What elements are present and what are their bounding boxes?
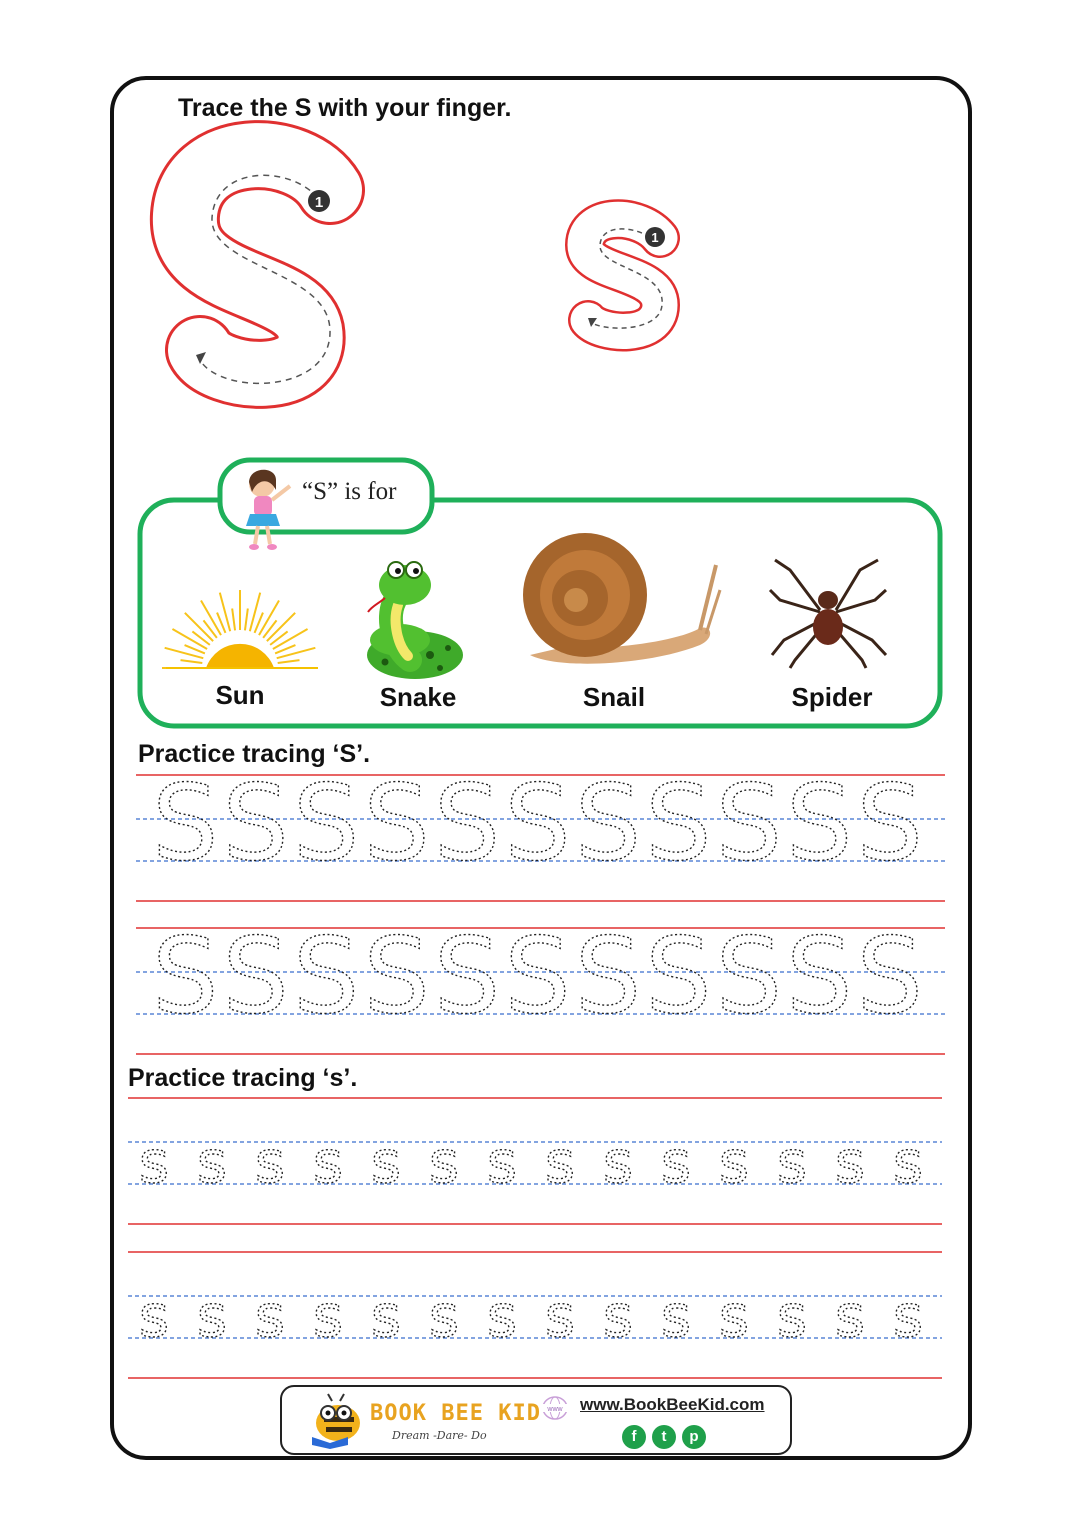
svg-text:www: www bbox=[547, 1406, 563, 1413]
dotted-lowercase-s: s bbox=[486, 1128, 518, 1196]
twitter-icon[interactable]: t bbox=[652, 1425, 676, 1449]
dotted-lowercase-s: s bbox=[312, 1282, 344, 1350]
dotted-lowercase-s: s bbox=[776, 1282, 808, 1350]
dotted-lowercase-s: s bbox=[892, 1282, 924, 1350]
pinterest-icon[interactable]: p bbox=[682, 1425, 706, 1449]
word-spider: Spider bbox=[791, 682, 873, 712]
bee-logo-icon bbox=[304, 1393, 366, 1449]
dotted-lowercase-s: s bbox=[312, 1128, 344, 1196]
dotted-uppercase-s: S bbox=[715, 762, 782, 884]
dotted-uppercase-s: S bbox=[504, 762, 571, 884]
dotted-uppercase-s: S bbox=[856, 762, 923, 884]
dotted-lowercase-s: s bbox=[660, 1282, 692, 1350]
website-link[interactable]: www.BookBeeKid.com bbox=[580, 1395, 765, 1414]
dotted-uppercase-s: S bbox=[222, 762, 289, 884]
dotted-uppercase-s: S bbox=[363, 762, 430, 884]
dotted-uppercase-s: S bbox=[786, 915, 853, 1037]
dotted-uppercase-s: S bbox=[645, 762, 712, 884]
dotted-lowercase-s: s bbox=[776, 1128, 808, 1196]
practice-lower-title: Practice tracing ‘s’. bbox=[128, 1064, 358, 1092]
dotted-lowercase-s: s bbox=[544, 1128, 576, 1196]
dotted-uppercase-s: S bbox=[293, 915, 360, 1037]
dotted-uppercase-s: S bbox=[574, 915, 641, 1037]
dotted-lowercase-s: s bbox=[834, 1128, 866, 1196]
dotted-uppercase-s: S bbox=[715, 915, 782, 1037]
dotted-uppercase-s: S bbox=[152, 915, 219, 1037]
dotted-uppercase-s: S bbox=[574, 762, 641, 884]
svg-text:1: 1 bbox=[651, 230, 659, 245]
dotted-lowercase-s: s bbox=[196, 1128, 228, 1196]
dotted-uppercase-s: S bbox=[152, 762, 219, 884]
dotted-uppercase-s: S bbox=[856, 915, 923, 1037]
is-for-label: “S” is for bbox=[302, 478, 397, 505]
dotted-uppercase-s: S bbox=[222, 915, 289, 1037]
dotted-lowercase-s: s bbox=[196, 1282, 228, 1350]
dotted-lowercase-s: s bbox=[254, 1282, 286, 1350]
dotted-lowercase-s: s bbox=[138, 1282, 170, 1350]
dotted-uppercase-s: S bbox=[434, 915, 501, 1037]
dotted-lowercase-s: s bbox=[254, 1128, 286, 1196]
dotted-lowercase-s: s bbox=[834, 1282, 866, 1350]
dotted-lowercase-s: s bbox=[370, 1128, 402, 1196]
brand-name: BOOK BEE KID bbox=[370, 1401, 541, 1426]
dotted-lowercase-s: s bbox=[370, 1282, 402, 1350]
dotted-uppercase-s: S bbox=[434, 762, 501, 884]
dotted-lowercase-s: s bbox=[138, 1128, 170, 1196]
facebook-icon[interactable]: f bbox=[622, 1425, 646, 1449]
word-sun: Sun bbox=[215, 680, 265, 710]
dotted-lowercase-s: s bbox=[428, 1282, 460, 1350]
svg-text:1: 1 bbox=[314, 194, 324, 211]
word-snake: Snake bbox=[379, 682, 457, 712]
dotted-lowercase-s: s bbox=[660, 1128, 692, 1196]
brand-tagline: Dream -Dare- Do bbox=[392, 1429, 487, 1442]
dotted-lowercase-s: s bbox=[718, 1282, 750, 1350]
instruction-heading: Trace the S with your finger. bbox=[178, 94, 512, 122]
dotted-lowercase-s: s bbox=[486, 1282, 518, 1350]
word-snail: Snail bbox=[582, 682, 646, 712]
dotted-lowercase-s: s bbox=[892, 1128, 924, 1196]
dotted-uppercase-s: S bbox=[645, 915, 712, 1037]
dotted-uppercase-s: S bbox=[504, 915, 571, 1037]
dotted-lowercase-s: s bbox=[602, 1282, 634, 1350]
practice-upper-title: Practice tracing ‘S’. bbox=[138, 740, 371, 768]
dotted-lowercase-s: s bbox=[428, 1128, 460, 1196]
dotted-lowercase-s: s bbox=[602, 1128, 634, 1196]
dotted-uppercase-s: S bbox=[786, 762, 853, 884]
dotted-uppercase-s: S bbox=[293, 762, 360, 884]
dotted-lowercase-s: s bbox=[718, 1128, 750, 1196]
globe-icon bbox=[540, 1395, 570, 1421]
dotted-lowercase-s: s bbox=[544, 1282, 576, 1350]
footer-badge bbox=[280, 1385, 792, 1455]
dotted-uppercase-s: S bbox=[363, 915, 430, 1037]
